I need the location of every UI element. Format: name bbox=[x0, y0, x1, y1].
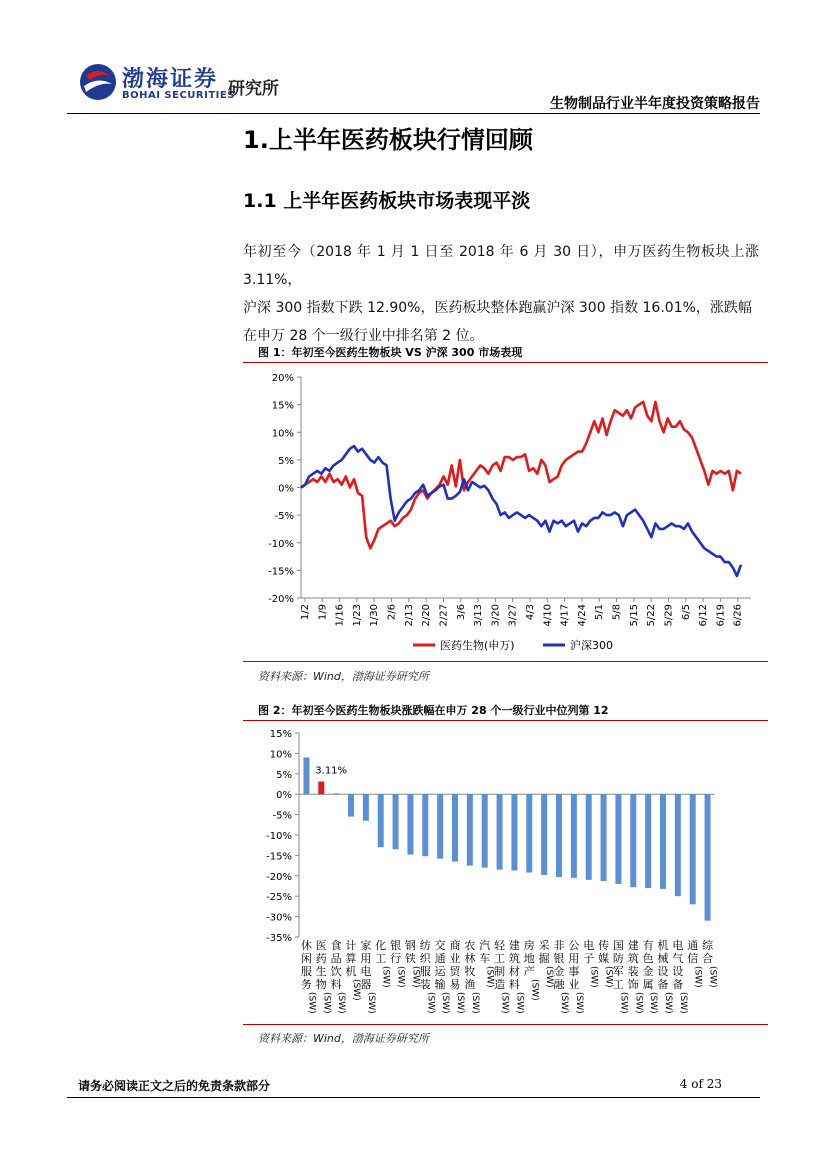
chart1-x-tick-label: 6/5 bbox=[680, 604, 692, 621]
figure2-title: 图 2：年初至今医药生物板块涨跌幅在申万 28 个一级行业中位列第 12 bbox=[258, 704, 609, 717]
chart2-category-label: 地 bbox=[523, 952, 535, 965]
chart2-category-label: 备 bbox=[672, 978, 684, 991]
chart2-y-tick-label: -20% bbox=[266, 871, 292, 883]
report-title: 生物制品行业半年度投资策略报告 bbox=[550, 96, 760, 112]
chart2-category-label: 机 bbox=[345, 965, 357, 978]
chart2-bar bbox=[690, 794, 696, 904]
chart2-category-label: 牧 bbox=[464, 965, 476, 978]
chart2-category-label: 食 bbox=[330, 939, 342, 952]
chart2-category-label: 工 bbox=[612, 978, 624, 991]
chart2-bar bbox=[497, 794, 503, 869]
chart2-category-label: 属 bbox=[642, 978, 654, 991]
chart2-category-label: 电 bbox=[360, 965, 372, 978]
chart1-x-tick-label: 5/29 bbox=[663, 604, 675, 627]
chart2-category-label: 通 bbox=[434, 952, 446, 965]
chart1-x-tick-label: 4/3 bbox=[525, 604, 536, 621]
chart2-category-label: 工 bbox=[375, 952, 387, 965]
chart2-category-label: 事 bbox=[568, 965, 580, 978]
chart2-category-suffix: (SW) bbox=[425, 992, 436, 1014]
chart2-category-suffix: (SW) bbox=[588, 966, 599, 988]
logo-chinese-name: 渤海证券 bbox=[122, 66, 219, 92]
chart2-category-suffix: (SW) bbox=[469, 992, 480, 1014]
chart1-x-tick-label: 1/30 bbox=[369, 604, 381, 627]
chart2-category-label: 用 bbox=[360, 952, 372, 965]
chart1-x-tick-label: 2/27 bbox=[438, 604, 450, 627]
chart1-x-tick-label: 3/6 bbox=[455, 604, 467, 621]
chart2-category-label: 防 bbox=[612, 952, 624, 965]
chart2-category-suffix: (SW) bbox=[336, 992, 347, 1014]
chart2-bar bbox=[348, 794, 354, 816]
chart1-y-tick-label: -5% bbox=[274, 511, 294, 523]
chart2-category-label: 化 bbox=[375, 939, 387, 952]
chart2-category-label: 金 bbox=[553, 965, 565, 978]
chart2-category-label: 休 bbox=[300, 939, 312, 952]
chart2-category-label: 非 bbox=[553, 939, 565, 952]
chart2-bar bbox=[556, 794, 562, 877]
chart2-category-suffix: (SW) bbox=[663, 992, 673, 1014]
chart2-category-suffix: (SW) bbox=[707, 966, 718, 988]
chart2-category-label: 行 bbox=[390, 952, 402, 965]
chart2-category-suffix: (SW) bbox=[692, 966, 703, 988]
chart1-y-tick-label: 10% bbox=[271, 428, 294, 440]
chart2-category-suffix: (SW) bbox=[306, 992, 317, 1014]
chart2-category-label: 闲 bbox=[300, 952, 312, 965]
section-heading: 1.上半年医药板块行情回顾 bbox=[243, 126, 533, 154]
body-paragraph bbox=[243, 238, 759, 350]
chart2-category-label: 纺 bbox=[419, 939, 431, 952]
chart2-category-label: 交 bbox=[434, 939, 446, 952]
chart2-category-label: 公 bbox=[568, 939, 580, 952]
chart2-bar bbox=[303, 757, 309, 794]
chart2-y-tick-label: 5% bbox=[276, 769, 292, 781]
chart2-bar bbox=[393, 794, 399, 849]
chart2-category-label: 造 bbox=[494, 978, 506, 991]
chart2-category-suffix: (SW) bbox=[365, 992, 376, 1014]
chart2-category-label: 饮 bbox=[330, 965, 342, 978]
chart2-category-label: 织 bbox=[419, 952, 431, 965]
chart1-y-tick-label: -10% bbox=[268, 538, 294, 550]
chart2-category-label: 色 bbox=[642, 952, 654, 965]
chart1-x-tick-label: 2/6 bbox=[386, 604, 398, 621]
chart2-data-label: 3.11% bbox=[315, 765, 348, 777]
chart2-bar bbox=[571, 794, 577, 878]
figure1-top-rule bbox=[243, 362, 768, 363]
chart2-category-label: 有 bbox=[642, 939, 654, 952]
chart1-x-tick-label: 2/13 bbox=[403, 604, 415, 627]
chart2-category-label: 农 bbox=[464, 939, 476, 952]
chart2-category-label: 贸 bbox=[449, 965, 461, 978]
chart2-bar bbox=[318, 782, 324, 795]
chart1-x-tick-label: 4/17 bbox=[559, 604, 571, 627]
chart2-category-label: 房 bbox=[523, 939, 535, 952]
chart2-category-label: 设 bbox=[672, 965, 684, 978]
footer-disclaimer: 请务必阅读正文之后的免责条款部分 bbox=[78, 1079, 271, 1093]
chart2-y-tick-label: -35% bbox=[266, 933, 292, 944]
chart2-category-label: 气 bbox=[672, 952, 684, 965]
chart1-x-tick-label: 2/20 bbox=[421, 604, 433, 627]
chart1-x-tick-label: 1/9 bbox=[317, 604, 329, 621]
chart2-bar bbox=[586, 794, 592, 880]
chart2-category-label: 林 bbox=[464, 952, 476, 965]
chart1-x-tick-label: 3/27 bbox=[507, 604, 519, 627]
chart2-category-suffix: (SW) bbox=[321, 992, 332, 1014]
chart2-bar bbox=[630, 794, 636, 887]
chart2-category-label: 医 bbox=[315, 939, 327, 952]
chart1-y-tick-label: -20% bbox=[268, 594, 294, 605]
chart1-x-tick-label: 3/20 bbox=[490, 604, 502, 627]
chart2-category-suffix: (SW) bbox=[395, 966, 406, 988]
chart2-category-label: 融 bbox=[553, 978, 565, 991]
footer-divider bbox=[67, 1097, 760, 1098]
chart1-legend-label: 沪深300 bbox=[570, 639, 613, 652]
chart1-x-tick-label: 1/16 bbox=[334, 604, 346, 627]
figure2-source: 资料来源：Wind，渤海证券研究所 bbox=[258, 1032, 429, 1045]
chart2-category-suffix: (SW) bbox=[529, 979, 540, 1001]
chart2-category-label: 渔 bbox=[464, 978, 476, 991]
chart1-x-tick-label: 1/2 bbox=[300, 604, 311, 621]
chart2-category-label: 料 bbox=[508, 978, 520, 991]
subsection-heading: 1.1 上半年医药板块市场表现平淡 bbox=[243, 190, 531, 212]
chart2-category-suffix: (SW) bbox=[677, 992, 688, 1014]
chart2-bar bbox=[541, 794, 547, 875]
chart2-bar bbox=[333, 793, 339, 794]
chart1-x-tick-label: 5/1 bbox=[594, 604, 606, 621]
chart2-category-label: 电 bbox=[672, 939, 684, 952]
chart2-category-label: 采 bbox=[538, 939, 550, 952]
figure2-bottom-rule bbox=[243, 1024, 768, 1025]
chart2-category-label: 金 bbox=[642, 965, 654, 978]
chart2-y-tick-label: 15% bbox=[269, 729, 292, 740]
chart2-bar bbox=[363, 794, 369, 821]
chart2-category-label: 业 bbox=[449, 952, 461, 965]
chart2-category-label: 军 bbox=[612, 965, 624, 978]
chart2-category-label: 饰 bbox=[627, 978, 639, 991]
figure2-top-rule bbox=[243, 720, 768, 721]
chart1-y-tick-label: 5% bbox=[278, 455, 294, 467]
figure2-bar-chart bbox=[243, 722, 768, 1022]
header-divider bbox=[67, 113, 760, 114]
chart2-y-tick-label: -10% bbox=[266, 831, 292, 842]
chart2-category-suffix: (SW) bbox=[455, 992, 465, 1014]
chart2-category-label: 材 bbox=[508, 965, 520, 978]
chart2-category-suffix: (SW) bbox=[618, 992, 629, 1014]
chart2-bar bbox=[407, 794, 413, 854]
chart1-y-tick-label: -15% bbox=[268, 566, 294, 578]
chart2-y-tick-label: -30% bbox=[266, 912, 292, 924]
chart2-category-label: 输 bbox=[434, 978, 446, 991]
chart2-category-label: 器 bbox=[360, 978, 372, 991]
chart2-category-label: 运 bbox=[434, 965, 446, 978]
chart1-series-line-hs300 bbox=[301, 446, 741, 576]
figure1-bottom-rule bbox=[243, 661, 768, 662]
chart1-x-tick-label: 4/24 bbox=[576, 604, 588, 627]
chart1-legend-label: 医药生物(申万) bbox=[440, 639, 515, 652]
chart2-y-tick-label: 10% bbox=[269, 749, 292, 761]
chart2-category-label: 用 bbox=[568, 952, 580, 965]
chart2-category-label: 服 bbox=[419, 965, 431, 978]
chart2-category-label: 铁 bbox=[404, 952, 416, 965]
chart2-category-label: 物 bbox=[315, 978, 327, 991]
chart2-category-suffix: (SW) bbox=[544, 966, 555, 988]
chart2-bar bbox=[511, 794, 517, 870]
chart2-category-label: 料 bbox=[330, 978, 342, 991]
chart2-category-suffix: (SW) bbox=[380, 966, 391, 988]
chart2-category-suffix: (SW) bbox=[633, 992, 644, 1014]
chart1-x-tick-label: 5/15 bbox=[628, 604, 640, 627]
chart2-category-label: 务 bbox=[300, 978, 312, 991]
chart2-category-label: 综 bbox=[702, 939, 714, 952]
chart2-bar bbox=[482, 794, 488, 867]
chart2-bar bbox=[437, 794, 443, 858]
chart2-category-suffix: (SW) bbox=[499, 992, 510, 1014]
chart2-category-label: 电 bbox=[583, 939, 595, 952]
chart2-category-suffix: (SW) bbox=[410, 966, 421, 988]
chart2-category-suffix: (SW) bbox=[514, 992, 525, 1014]
chart2-y-tick-label: 0% bbox=[276, 790, 292, 802]
paragraph-line: 年初至今（2018 年 1 月 1 日至 2018 年 6 月 30 日），申万医药生物板块上涨 3.11%， bbox=[243, 244, 759, 288]
chart2-category-label: 钢 bbox=[404, 939, 416, 952]
chart2-category-label: 备 bbox=[657, 978, 669, 991]
chart2-category-label: 商 bbox=[449, 939, 461, 952]
figure1-line-chart bbox=[243, 365, 768, 660]
chart2-category-label: 工 bbox=[494, 952, 506, 965]
chart2-category-label: 合 bbox=[702, 952, 714, 965]
paragraph-line: 在申万 28 个一级行业中排名第 2 位。 bbox=[243, 328, 484, 344]
chart2-bar bbox=[526, 794, 532, 872]
chart2-bar bbox=[378, 794, 384, 847]
chart2-bar bbox=[601, 794, 607, 881]
chart2-category-suffix: (SW) bbox=[351, 979, 361, 1001]
chart2-category-suffix: (SW) bbox=[603, 966, 614, 988]
chart2-category-label: 银 bbox=[390, 939, 402, 952]
chart2-category-label: 建 bbox=[627, 939, 639, 952]
chart2-category-label: 车 bbox=[479, 952, 491, 965]
chart2-category-label: 算 bbox=[345, 952, 357, 965]
chart2-category-label: 家 bbox=[360, 939, 372, 952]
chart2-category-suffix: (SW) bbox=[573, 992, 584, 1014]
chart2-category-label: 械 bbox=[657, 952, 669, 965]
chart2-category-label: 掘 bbox=[538, 952, 550, 965]
figure1-title: 图 1：年初至今医药生物板块 VS 沪深 300 市场表现 bbox=[258, 346, 523, 359]
chart2-category-suffix: (SW) bbox=[484, 966, 495, 988]
chart2-category-label: 产 bbox=[523, 965, 535, 978]
chart2-bar bbox=[422, 794, 428, 856]
chart1-x-tick-label: 6/26 bbox=[732, 604, 744, 627]
chart2-category-label: 药 bbox=[315, 952, 327, 965]
chart2-category-label: 计 bbox=[345, 939, 357, 952]
chart2-category-label: 建 bbox=[508, 939, 520, 952]
chart2-category-label: 筑 bbox=[627, 952, 639, 965]
chart1-x-tick-label: 6/19 bbox=[715, 604, 727, 627]
chart2-y-tick-label: -25% bbox=[266, 892, 292, 904]
chart2-category-suffix: (SW) bbox=[648, 992, 659, 1014]
bohai-logo-icon bbox=[78, 62, 118, 102]
chart2-category-label: 品 bbox=[330, 952, 342, 965]
chart1-x-tick-label: 3/13 bbox=[473, 604, 485, 627]
chart2-category-label: 国 bbox=[612, 939, 624, 952]
chart1-y-tick-label: 20% bbox=[271, 373, 294, 384]
chart2-category-label: 传 bbox=[598, 939, 610, 952]
chart2-category-label: 装 bbox=[419, 978, 431, 991]
chart2-category-label: 信 bbox=[687, 952, 699, 965]
paragraph-line: 沪深 300 指数下跌 12.90%，医药板块整体跑赢沪深 300 指数 16.01%，涨跌幅 bbox=[243, 300, 752, 316]
chart2-category-label: 通 bbox=[687, 939, 699, 952]
chart2-category-label: 银 bbox=[553, 952, 565, 965]
chart2-bar bbox=[467, 794, 473, 865]
chart2-bar bbox=[675, 794, 681, 896]
chart1-x-tick-label: 4/10 bbox=[542, 604, 554, 627]
chart1-x-tick-label: 1/23 bbox=[351, 604, 363, 627]
chart2-category-label: 设 bbox=[657, 965, 669, 978]
chart2-category-suffix: (SW) bbox=[559, 992, 569, 1014]
chart2-bar bbox=[615, 794, 621, 884]
chart2-bar bbox=[660, 794, 666, 889]
chart2-bar bbox=[645, 794, 651, 888]
chart2-category-label: 媒 bbox=[598, 952, 610, 965]
chart2-category-label: 子 bbox=[583, 952, 595, 965]
chart2-category-label: 生 bbox=[315, 965, 327, 978]
chart2-bar bbox=[452, 794, 458, 861]
chart1-y-tick-label: 15% bbox=[271, 400, 294, 412]
chart1-x-tick-label: 5/22 bbox=[646, 604, 658, 627]
figure1-source: 资料来源：Wind，渤海证券研究所 bbox=[258, 670, 429, 683]
chart2-y-tick-label: -15% bbox=[266, 851, 292, 863]
page-number: 4 of 23 bbox=[679, 1077, 722, 1091]
chart2-category-label: 筑 bbox=[508, 952, 520, 965]
chart2-category-label: 服 bbox=[300, 965, 312, 978]
chart2-y-tick-label: -5% bbox=[272, 810, 292, 822]
chart2-category-label: 轻 bbox=[494, 939, 506, 952]
chart2-category-suffix: (SW) bbox=[440, 992, 451, 1014]
chart2-category-label: 装 bbox=[627, 965, 639, 978]
chart2-bar bbox=[705, 794, 711, 920]
logo-english-name: BOHAI SECURITIES bbox=[122, 90, 235, 101]
research-dept-label: 研究所 bbox=[228, 79, 279, 99]
chart2-category-label: 易 bbox=[449, 978, 461, 991]
chart1-x-tick-label: 6/12 bbox=[698, 604, 710, 627]
chart1-y-tick-label: 0% bbox=[278, 483, 294, 495]
chart2-category-label: 机 bbox=[657, 939, 669, 952]
chart2-category-label: 制 bbox=[494, 965, 506, 978]
chart1-x-tick-label: 5/8 bbox=[611, 604, 623, 621]
chart2-category-label: 业 bbox=[568, 978, 580, 991]
chart2-category-label: 汽 bbox=[479, 939, 491, 952]
